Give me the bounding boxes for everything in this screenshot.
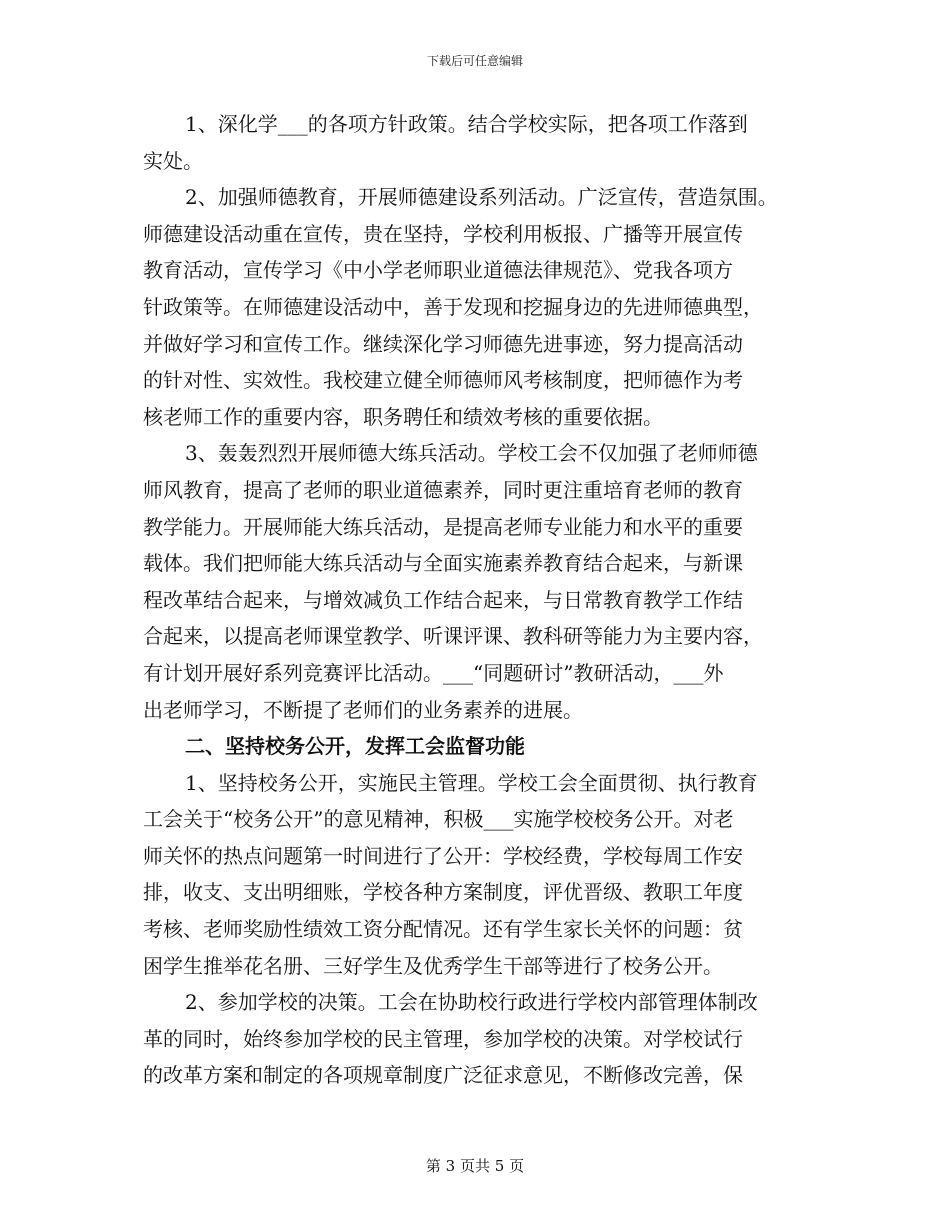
text-line: 1、深化学___的各项方针政策。结合学校实际，把各项工作落到 [185,112,748,136]
text-line: 实处。 [143,148,203,173]
text-line: 核老师工作的重要内容，职务聘任和绩效考核的重要依据。 [143,404,663,429]
text-line: 的针对性、实效性。我校建立健全师德师风考核制度，把师德作为考 [143,368,743,393]
text-line: 的改革方案和制定的各项规章制度广泛征求意见，不断修改完善，保 [143,1063,743,1088]
page-header: 下载后可任意编辑 [426,54,523,68]
text-line: 考核、老师奖励性绩效工资分配情况。还有学生家长关怀的问题：贫 [143,917,743,942]
text-line: 载体。我们把师能大练兵活动与全面实施素养教育结合起来，与新课 [143,551,743,576]
text-line: 合起来，以提高老师课堂教学、听课评课、教科研等能力为主要内容， [143,624,763,649]
text-line: 出老师学习，不断提了老师们的业务素养的进展。 [143,697,583,722]
text-line: 师德建设活动重在宣传，贵在坚持，学校利用板报、广播等开展宣传 [143,221,743,246]
text-line: 针政策等。在师德建设活动中，善于发现和挖掘身边的先进师德典型， [143,294,763,319]
document-body [143,106,823,1094]
text-line: 师关怀的热点问题第一时间进行了公开：学校经费，学校每周工作安 [143,843,743,868]
text-line: 革的同时，始终参加学校的民主管理，参加学校的决策。对学校试行 [143,1026,743,1051]
page-number: 第 3 页共 5 页 [425,1157,525,1175]
text-line: 2、加强师德教育，开展师德建设系列活动。广泛宣传，营造氛围。 [185,185,778,210]
text-line: 教育活动，宣传学习《中小学老师职业道德法律规范》、党我各项方 [143,258,733,283]
section-heading: 二、坚持校务公开，发挥工会监督功能 [185,734,525,759]
text-line: 3、轰轰烈烈开展师德大练兵活动。学校工会不仅加强了老师师德 [185,441,758,466]
text-line: 排，收支、支出明细账，学校各种方案制度，评优晋级、教职工年度 [143,880,743,905]
text-line: 教学能力。开展师能大练兵活动，是提高老师专业能力和水平的重要 [143,514,743,539]
text-line: 程改革结合起来，与增效减负工作结合起来，与日常教育教学工作结 [143,587,743,612]
text-line: 2、参加学校的决策。工会在协助校行政进行学校内部管理体制改 [185,990,758,1015]
text-line: 工会关于“校务公开”的意见精神，积极___实施学校校务公开。对老 [143,807,734,832]
text-line: 1、坚持校务公开，实施民主管理。学校工会全面贯彻、执行教育 [185,770,758,795]
text-line: 师风教育，提高了老师的职业道德素养，同时更注重培育老师的教育 [143,477,743,502]
text-line: 困学生推举花名册、三好学生及优秀学生干部等进行了校务公开。 [143,953,723,978]
text-line: 并做好学习和宣传工作。继续深化学习师德先进事迹，努力提高活动 [143,331,743,356]
text-line: 有计划开展好系列竞赛评比活动。___“同题研讨”教研活动，___外 [143,660,724,685]
